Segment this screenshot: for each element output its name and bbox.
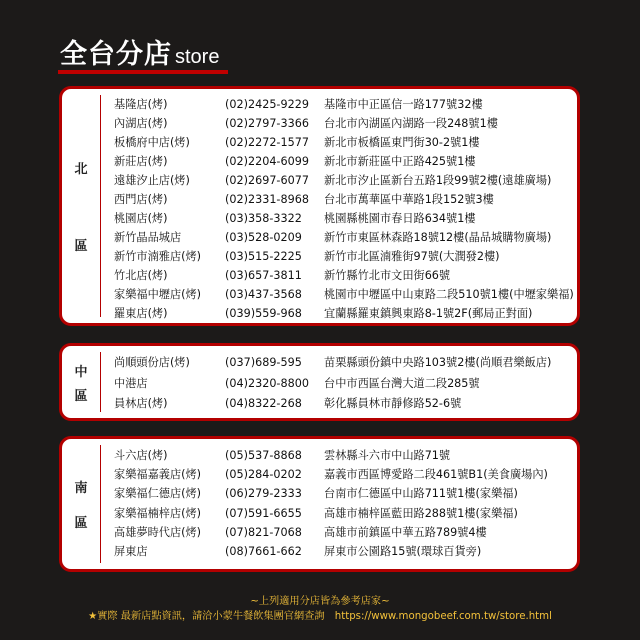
store-address: 苗栗縣頭份鎮中央路103號2樓(尚順君樂飯店) (324, 356, 552, 369)
store-row (114, 190, 573, 209)
store-name: 中港店 (114, 376, 148, 390)
store-address: 桃園市中壢區中山東路二段510號1樓(中壢家樂福) (324, 288, 574, 301)
store-row (114, 446, 573, 465)
store-name: 家樂福仁德店(烤) (114, 487, 202, 501)
store-phone: (03)515-2225 (225, 250, 302, 263)
store-name: 桃園店(烤) (114, 212, 168, 225)
store-address: 台北市萬華區中華路1段152號3樓 (324, 193, 494, 206)
store-phone: (02)2204-6099 (225, 155, 309, 168)
store-address: 基隆市中正區信一路177號32樓 (324, 98, 483, 111)
store-name: 內湖店(烤) (114, 117, 168, 130)
store-address: 雲林縣斗六市中山路71號 (324, 449, 451, 462)
store-phone: (05)537-8868 (225, 449, 302, 462)
store-row (114, 523, 573, 542)
store-row (114, 114, 573, 133)
store-phone: (02)2331-8968 (225, 193, 309, 206)
store-name: 遠雄汐止店(烤) (114, 174, 190, 187)
store-address: 彰化縣員林市靜修路52-6號 (324, 397, 462, 410)
store-phone: (08)7661-662 (225, 544, 302, 558)
store-phone: (03)657-3811 (225, 269, 302, 282)
region-panel-central (59, 343, 580, 421)
store-address: 高雄市楠梓區藍田路288號1樓(家樂福) (324, 506, 518, 520)
store-list-central (114, 353, 573, 415)
store-name: 員林店(烤) (114, 397, 168, 410)
store-row (114, 304, 573, 323)
store-name: 高雄夢時代店(烤) (114, 525, 202, 539)
store-address: 台北市內湖區內湖路一段248號1樓 (324, 117, 498, 130)
store-address: 新北市汐止區新台五路1段99號2樓(遠雄廣場) (324, 174, 552, 187)
region-divider (100, 95, 101, 317)
store-name: 尚順頭份店(烤) (114, 356, 190, 369)
store-row (114, 484, 573, 503)
region-label-central: 中 區 (74, 364, 88, 404)
store-row (114, 133, 573, 152)
title-underline (58, 70, 228, 74)
store-row (114, 353, 573, 374)
store-name: 竹北店(烤) (114, 269, 168, 282)
store-phone: (02)2697-6077 (225, 174, 309, 187)
region-label-south: 南 區 (74, 481, 88, 531)
region-divider (100, 445, 101, 563)
store-phone: (07)821-7068 (225, 525, 302, 539)
store-row (114, 285, 573, 304)
footer-note: ~上列適用分店皆為參考店家~ (250, 596, 390, 607)
store-name: 新竹市湳雅店(烤) (114, 250, 202, 263)
store-name: 西門店(烤) (114, 193, 168, 206)
store-phone: (02)2272-1577 (225, 136, 309, 149)
store-address: 新北市板橋區東門街30-2號1樓 (324, 136, 480, 149)
store-row (114, 228, 573, 247)
store-address: 新竹縣竹北市文田街66號 (324, 269, 451, 282)
store-name: 基隆店(烤) (114, 98, 168, 111)
store-address: 新竹市北區湳雅街97號(大潤發2樓) (324, 250, 500, 263)
store-row (114, 542, 573, 561)
store-name: 家樂福嘉義店(烤) (114, 468, 202, 482)
footer-notice: ★實際 最新店點資訊，請洽小蒙牛餐飲集團官網查詢 https://www.mongobeef.com.tw/store.html (88, 611, 552, 622)
store-address: 桃園縣桃園市春日路634號1樓 (324, 212, 476, 225)
store-name: 羅東店(烤) (114, 307, 168, 320)
store-row (114, 394, 573, 415)
store-name: 板橋府中店(烤) (114, 136, 190, 149)
store-row (114, 209, 573, 228)
store-phone: (06)279-2333 (225, 487, 302, 501)
store-phone: (04)2320-8800 (225, 376, 309, 390)
store-list-north (114, 95, 573, 323)
store-phone: (02)2425-9229 (225, 98, 309, 111)
store-phone: (03)437-3568 (225, 288, 302, 301)
store-row (114, 465, 573, 484)
store-address: 屏東市公園路15號(環球百貨旁) (324, 544, 482, 558)
page-title-english: store (175, 46, 220, 68)
region-panel-south (59, 436, 580, 572)
store-row (114, 247, 573, 266)
store-address: 新竹市東區林森路18號12樓(晶品城購物廣場) (324, 231, 552, 244)
region-panel-north (59, 86, 580, 326)
store-name: 新莊店(烤) (114, 155, 168, 168)
store-address: 新北市新莊區中正路425號1樓 (324, 155, 476, 168)
store-address: 嘉義市西區博愛路二段461號B1(美食廣場內) (324, 468, 548, 482)
store-phone: (05)284-0202 (225, 468, 302, 482)
region-label-north: 北 區 (74, 162, 88, 254)
store-address: 高雄市前鎮區中華五路789號4樓 (324, 525, 487, 539)
store-phone: (03)528-0209 (225, 231, 302, 244)
store-row (114, 504, 573, 523)
store-phone: (02)2797-3366 (225, 117, 309, 130)
store-address: 宜蘭縣羅東鎮興東路8-1號2F(郵局正對面) (324, 307, 533, 320)
store-phone: (039)559-968 (225, 307, 302, 320)
store-row (114, 374, 573, 395)
page-title (60, 32, 219, 71)
store-row (114, 171, 573, 190)
page-title-chinese: 全台分店 (60, 39, 172, 70)
store-name: 斗六店(烤) (114, 449, 168, 462)
store-name: 家樂福楠梓店(烤) (114, 506, 202, 520)
store-name: 屏東店 (114, 544, 148, 558)
store-address: 台中市西區台灣大道二段285號 (324, 376, 480, 390)
store-phone: (07)591-6655 (225, 506, 302, 520)
store-row (114, 95, 573, 114)
store-phone: (03)358-3322 (225, 212, 302, 225)
store-list-south (114, 446, 573, 561)
store-phone: (037)689-595 (225, 356, 302, 369)
store-row (114, 266, 573, 285)
store-name: 新竹晶品城店 (114, 231, 182, 244)
store-phone: (04)8322-268 (225, 397, 302, 410)
store-row (114, 152, 573, 171)
store-address: 台南市仁德區中山路711號1樓(家樂福) (324, 487, 518, 501)
store-name: 家樂福中壢店(烤) (114, 288, 202, 301)
region-divider (100, 352, 101, 412)
